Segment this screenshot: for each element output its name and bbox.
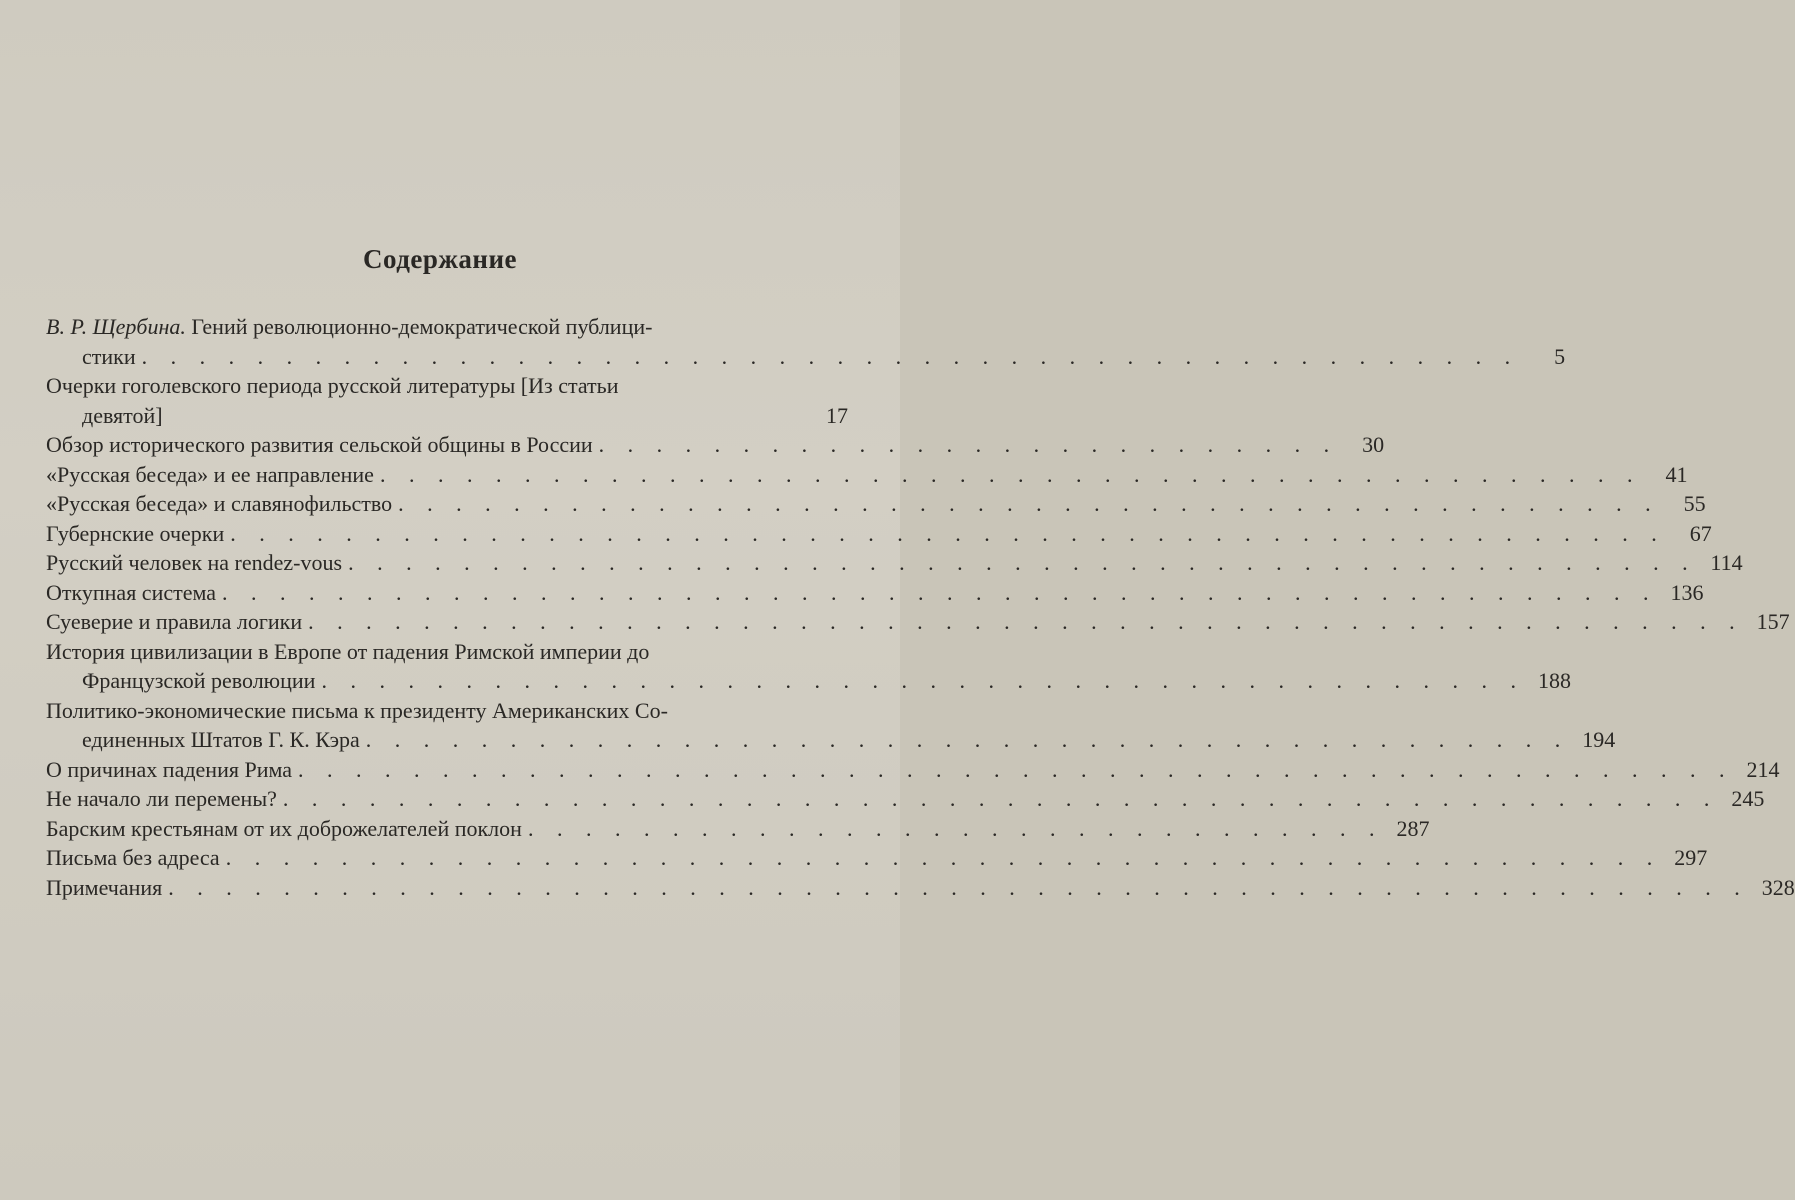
toc-entry-title-cont: девятой] xyxy=(82,402,163,428)
toc-entry-title: О причинах падения Рима xyxy=(46,756,293,782)
toc-entry-title: Примечания xyxy=(46,874,163,900)
toc-page-number: 157 xyxy=(1756,609,1790,634)
toc-page-number: 328 xyxy=(1761,874,1795,900)
toc-entry-author: В. Р. Щербина. xyxy=(46,314,186,339)
leader-dots: . . . . . . . . . . . . . . . . . . . . . . . . . . . . . . . . . . . . . . . . . . xyxy=(321,668,1525,693)
toc-page-number: 136 xyxy=(1670,579,1704,605)
toc-entry xyxy=(46,489,1706,519)
toc-entry-title: Откупная система xyxy=(46,579,217,605)
toc-page-number: 114 xyxy=(1710,550,1743,575)
toc-entry-title: Барским крестьянам от их доброжелателей поклон xyxy=(46,815,522,841)
toc-entry-title: «Русская беседа» и славянофильство xyxy=(46,491,393,516)
toc-page-number: 55 xyxy=(1683,491,1706,516)
toc-entry xyxy=(46,696,1616,755)
toc-entry-title: Гений революционно-демократической публици- xyxy=(191,314,653,339)
toc-entry-title: «Русская беседа» и ее направление xyxy=(46,461,374,487)
toc-entry xyxy=(46,755,1780,785)
leader-dots: . . . . . . . . . . . . . . . . . . . . . . . . . . . . . . . . . . . . . . . . . . . . . . . xyxy=(348,550,1697,575)
toc-entry-title-cont: стики xyxy=(82,343,136,369)
toc-entry xyxy=(46,430,1385,460)
leader-dots: . . . . . . . . . . . . . . . . . . . . . . . . . . . . . . . . . . . . . . . . . . . . xyxy=(398,491,1660,516)
toc-entry-title: Русский человек на rendez-vous xyxy=(46,550,343,575)
toc-entry xyxy=(46,578,1704,608)
toc-entry xyxy=(46,873,1795,903)
toc-page-number: 214 xyxy=(1746,756,1780,782)
contents-heading: Содержание xyxy=(362,244,518,274)
leader-dots: . . . . . . . . . . . . . . . . . . . . . . . . . . . . . . . . . . . . . . . . . . . . xyxy=(379,461,1642,487)
leader-dots: . . . . . . . . . . . . . . . . . . . . . . . . . . . . . . . . . . . . . . . . . . . . . . . . . . xyxy=(298,756,1734,782)
toc-page-number: 5 xyxy=(1554,343,1566,369)
toc-page-number: 188 xyxy=(1537,668,1571,693)
leader-dots: . . . . . . . . . . . . . . . . . . . . . . . . . . xyxy=(598,432,1339,457)
toc-entry-title: Очерки гоголевского периода русской литературы [Из статьи xyxy=(46,373,619,398)
table-of-contents xyxy=(46,312,1795,902)
leader-dots: . . . . . . . . . . . . . . . . . . . . . . . . . . . . . . . . . . . . . . . . . . . . . . . . . . xyxy=(308,609,1744,634)
leader-dots: . . . . . . . . . . . . . . . . . . . . . . . . . . . . . . . . . . . . . . . . . . . . . . . . . . xyxy=(222,579,1658,605)
toc-entry xyxy=(46,843,1708,873)
toc-entry-title-cont: Французской революции xyxy=(82,668,316,693)
toc-page-number: 30 xyxy=(1362,432,1385,457)
toc-entry xyxy=(46,460,1688,490)
toc-entry-title-cont: единенных Штатов Г. К. Кэра xyxy=(82,727,360,752)
toc-entry xyxy=(46,607,1790,637)
leader-dots: . . . . . . . . . . . . . . . . . . . . . . . . . . . . . . . . . . . . . . . . . . xyxy=(365,727,1570,752)
leader-dots: . . . . . . . . . . . . . . . . . . . . . . . . . . . . . . . . . . . . . . . . . . . . . . . . xyxy=(141,343,1520,369)
toc-entry-title: Обзор исторического развития сельской общины в России xyxy=(46,432,593,457)
toc-page-number: 287 xyxy=(1396,815,1430,841)
leader-dots: . . . . . . . . . . . . . . . . . . . . . . . . . . . . . . . . . . . . . . . . . . . . . . . . . . xyxy=(225,845,1662,870)
leader-dots: . . . . . . . . . . . . . . . . . . . . . . . . . . . . . . . . . . . . . . . . . . . . . . . . . . . . . . . xyxy=(168,874,1749,900)
leader-dots: . . . . . . . . . . . . . . . . . . . . . . . . . . . . . . . . . . . . . . . . . . . . . . . . . . xyxy=(230,520,1666,546)
toc-entry xyxy=(46,814,1430,844)
toc-entry-title: Политико-экономические письма к президенту Американских Со- xyxy=(46,697,668,723)
toc-entry xyxy=(46,519,1712,549)
toc-entry-title: Губернские очерки xyxy=(46,520,225,546)
toc-page-number: 17 xyxy=(826,402,848,428)
toc-entry xyxy=(46,312,1566,371)
toc-page-number: 194 xyxy=(1582,727,1616,752)
toc-entry xyxy=(46,371,848,430)
toc-page-number: 67 xyxy=(1689,520,1712,546)
leader-dots: . . . . . . . . . . . . . . . . . . . . . . . . . . . . . . . . . . . . . . . . . . . . . . . . . . xyxy=(282,786,1719,811)
toc-entry-title: История цивилизации в Европе от падения Римской империи до xyxy=(46,638,650,664)
leader-dots: . . . . . . . . . . . . . . . . . . . . . . . . . . . . . . xyxy=(527,815,1384,841)
toc-entry xyxy=(46,784,1765,814)
toc-page-number: 41 xyxy=(1665,461,1688,487)
toc-page-number: 297 xyxy=(1674,845,1708,870)
toc-entry-title: Суеверие и правила логики xyxy=(46,609,303,634)
toc-entry-title: Письма без адреса xyxy=(46,845,220,870)
toc-page-number: 245 xyxy=(1731,786,1765,811)
toc-entry-title: Не начало ли перемены? xyxy=(46,786,277,811)
toc-entry xyxy=(46,548,1743,578)
toc-entry xyxy=(46,637,1571,696)
